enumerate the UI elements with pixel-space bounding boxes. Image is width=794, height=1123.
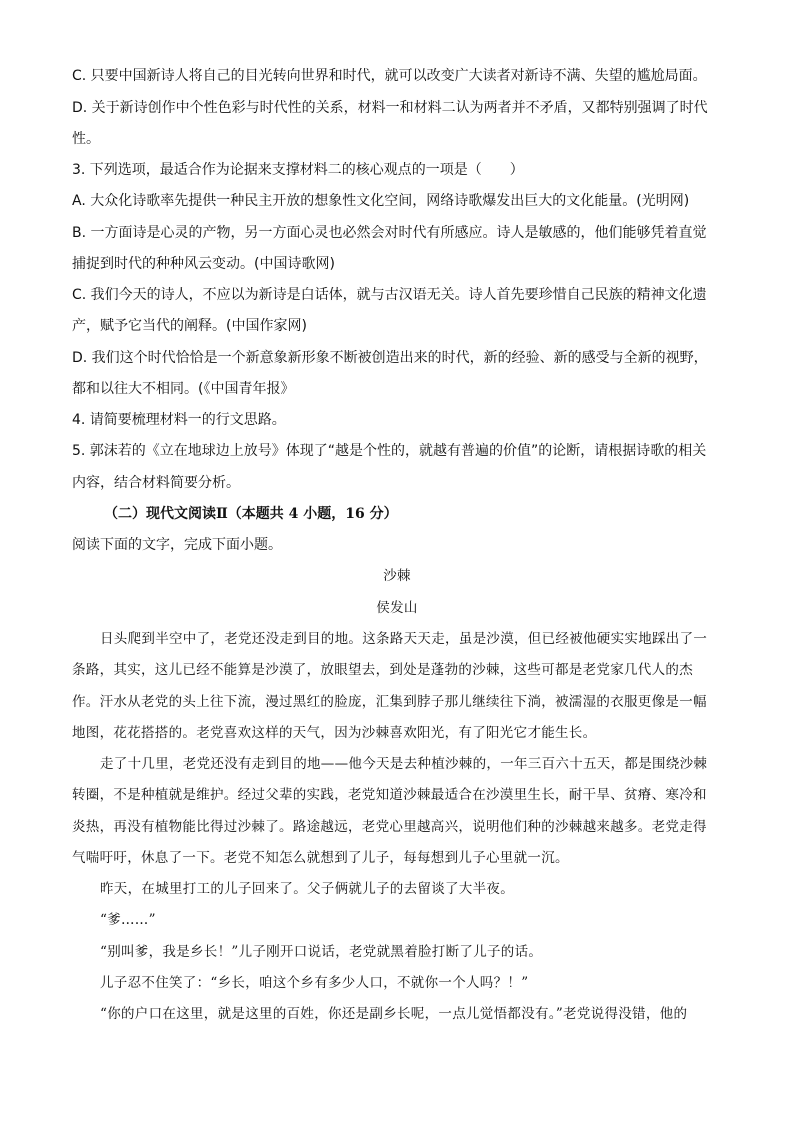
section-heading: （二）现代文阅读Ⅱ（本题共 4 小题，16 分）	[104, 506, 398, 522]
option-2d: D. 关于新诗创作中个性色彩与时代性的关系，材料一和材料二认为两者并不矛盾，又都特别强调了时代	[72, 100, 708, 116]
question-3-option-d: D. 我们这个时代恰恰是一个新意象新形象不断被创造出来的时代，新的经验、新的感受与全新的视野，	[72, 350, 708, 366]
story-paragraph-2-line-4: 气喘吁吁，休息了一下。老党不知怎么就想到了儿子，每每想到儿子心里就一沉。	[72, 850, 569, 866]
option-2c: C. 只要中国新诗人将自己的目光转向世界和时代，就可以改变广大读者对新诗不满、失望的尴尬局面。	[72, 68, 707, 84]
story-dialogue-1: “爹……”	[100, 912, 156, 928]
story-dialogue-3: 儿子忍不住笑了：“乡长，咱这个乡有多少人口，不就你一个人吗？！”	[100, 975, 529, 991]
story-dialogue-4: “你的户口在这里，就是这里的百姓，你还是副乡长呢，一点儿觉悟都没有。”老党说得没错，他的	[100, 1006, 688, 1022]
story-paragraph-1-line-3: 作。汗水从老党的头上往下流，漫过黑红的脸庞，汇集到脖子那儿继续往下淌，被濡湿的衣服更像是一幅	[72, 694, 707, 710]
reading-instruction: 阅读下面的文字，完成下面小题。	[72, 537, 282, 553]
story-dialogue-2: “别叫爹，我是乡长！”儿子刚开口说话，老党就黑着脸打断了儿子的话。	[100, 944, 543, 960]
question-5: 5. 郭沫若的《立在地球边上放号》体现了“越是个性的，就越有普遍的价值”的论断，请根据诗歌的相关	[72, 443, 707, 459]
question-3-option-c: C. 我们今天的诗人，不应以为新诗是白话体，就与古汉语无关。诗人首先要珍惜自己民族的精神文化遗	[72, 287, 707, 303]
story-paragraph-2: 走了十几里，老党还没有走到目的地——他今天是去种植沙棘的，一年三百六十五天，都是围绕沙棘	[100, 756, 708, 772]
option-2d-cont: 性。	[72, 131, 100, 147]
story-paragraph-2-line-3: 炎热，再没有植物能比得过沙棘了。路途越远，老党心里越高兴，说明他们种的沙棘越来越多。老党走得	[72, 819, 707, 835]
question-5-cont: 内容，结合材料简要分析。	[72, 475, 240, 491]
story-paragraph-1-line-4: 地图，花花搭搭的。老党喜欢这样的天气，因为沙棘喜欢阳光，有了阳光它才能生长。	[72, 725, 597, 741]
question-3-option-b: B. 一方面诗是心灵的产物，另一方面心灵也必然会对时代有所感应。诗人是敏感的，他们能够凭着直觉	[72, 225, 707, 241]
story-paragraph-1-line-2: 条路，其实，这儿已经不能算是沙漠了，放眼望去，到处是蓬勃的沙棘，这些可都是老党家几代人的杰	[72, 662, 693, 678]
question-3-option-a: A. 大众化诗歌率先提供一种民主开放的想象性文化空间，网络诗歌爆发出巨大的文化能量。(光明网)	[72, 193, 690, 209]
story-author: 侯发山	[376, 600, 418, 616]
question-3-option-b-cont: 捕捉到时代的种种风云变动。(中国诗歌网)	[72, 256, 335, 272]
story-paragraph-2-line-2: 转圈，不是种植就是维护。经过父辈的实践，老党知道沙棘最适合在沙漠里生长，耐干旱、贫瘠、寒冷和	[72, 787, 707, 803]
question-3-option-c-cont: 产，赋予它当代的阐释。(中国作家网)	[72, 318, 307, 334]
question-3-stem: 3. 下列选项，最适合作为论据来支撑材料二的核心观点的一项是（ ）	[72, 162, 524, 178]
question-3-option-d-cont: 都和以往大不相同。(《中国青年报》	[72, 381, 295, 397]
question-4: 4. 请简要梳理材料一的行文思路。	[72, 412, 286, 428]
story-title: 沙棘	[383, 568, 411, 584]
story-paragraph-3: 昨天，在城里打工的儿子回来了。父子俩就儿子的去留谈了大半夜。	[100, 881, 514, 897]
story-paragraph-1: 日头爬到半空中了，老党还没走到目的地。这条路天天走，虽是沙漠，但已经被他硬实实地踩出了一	[100, 631, 708, 647]
